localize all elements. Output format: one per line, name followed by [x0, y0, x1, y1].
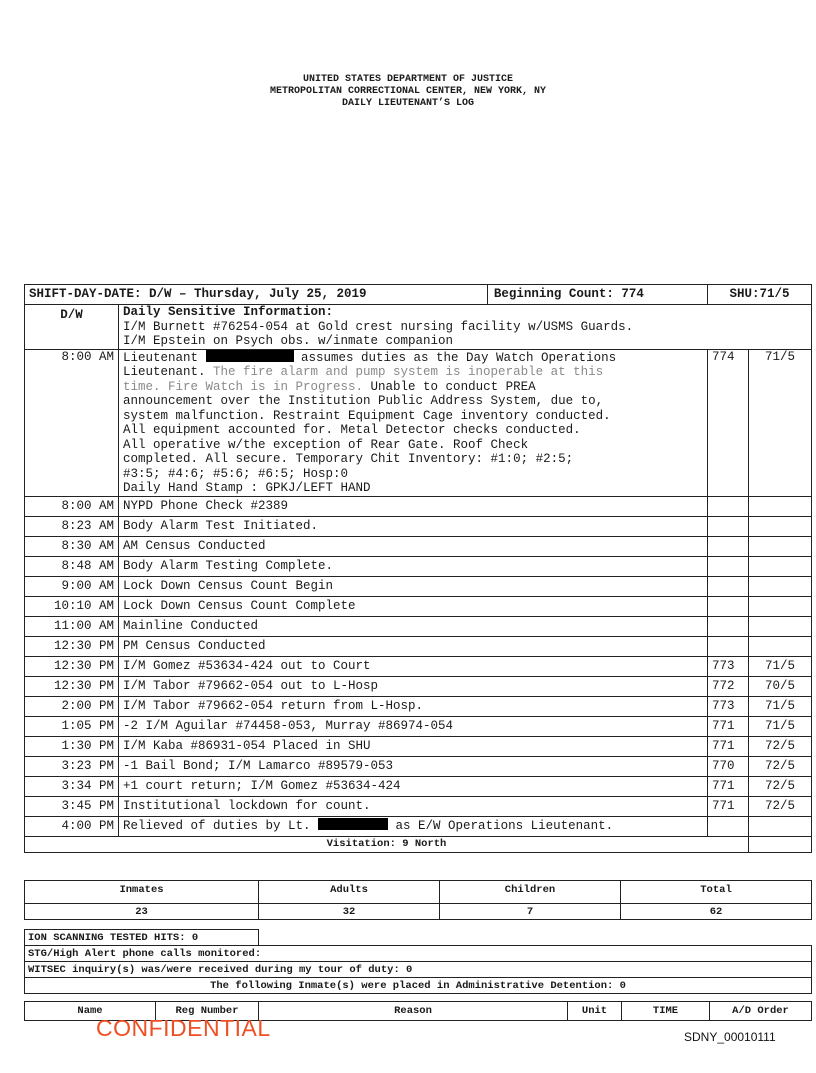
sensitive-line: I/M Epstein on Psych obs. w/inmate companion	[123, 334, 454, 348]
entry-count: 771	[708, 736, 749, 756]
entry-shu: 71/5	[749, 716, 812, 736]
entry-count	[708, 816, 749, 836]
entry-shu	[749, 496, 812, 516]
visitation-value: 62	[621, 904, 812, 920]
entry-text: -2 I/M Aguilar #74458-053, Murray #86974-054	[119, 716, 708, 736]
entry-time: 10:10 AM	[25, 596, 119, 616]
entry-shu	[749, 556, 812, 576]
log-entry-row	[25, 776, 812, 796]
entry-line: announcement over the Institution Public Address System, due to,	[123, 394, 604, 408]
visitation-title: Visitation: 9 North	[25, 836, 749, 852]
header-agency: UNITED STATES DEPARTMENT OF JUSTICE	[302, 74, 514, 85]
visitation-table	[24, 880, 812, 920]
confidential-stamp: CONFIDENTIAL	[96, 1015, 271, 1041]
entry-count	[708, 556, 749, 576]
visitation-header: Total	[621, 881, 812, 900]
detention-col-header: TIME	[622, 1002, 710, 1021]
entry-time: 2:00 PM	[25, 696, 119, 716]
entry-time: 3:23 PM	[25, 756, 119, 776]
entry-shu: 72/5	[749, 776, 812, 796]
log-entry-row	[25, 796, 812, 816]
entry-text: Mainline Conducted	[119, 616, 708, 636]
log-table	[24, 284, 812, 853]
visitation-value: 32	[259, 904, 440, 920]
detention-col-header: Reason	[259, 1002, 568, 1021]
log-entry-row	[25, 536, 812, 556]
entry-count: 773	[708, 696, 749, 716]
visitation-header: Adults	[259, 881, 440, 900]
entry-time: 8:00 AM	[25, 349, 119, 496]
log-entry-row	[25, 516, 812, 536]
entry-text: Institutional lockdown for count.	[119, 796, 708, 816]
text-segment: time. Fire Watch is in Progress.	[123, 379, 364, 394]
log-entry-row	[25, 576, 812, 596]
header-log-title: DAILY LIEUTENANT’S LOG	[341, 98, 475, 109]
entry-time: 3:45 PM	[25, 796, 119, 816]
shift-date: SHIFT-DAY-DATE: D/W – Thursday, July 25, 2019	[29, 287, 367, 302]
entry-count: 771	[708, 776, 749, 796]
visitation-value: 7	[440, 904, 621, 920]
entry-shu	[749, 536, 812, 556]
sensitive-line: I/M Burnett #76254-054 at Gold crest nursing facility w/USMS Guards.	[123, 319, 634, 334]
redaction-bar	[318, 818, 388, 830]
admin-detention: The following Inmate(s) were placed in Administrative Detention: 0	[25, 978, 812, 994]
entry-text: NYPD Phone Check #2389	[119, 496, 708, 516]
text-segment: assumes duties as the Day Watch Operations	[293, 350, 617, 365]
entry-text: PM Census Conducted	[119, 636, 708, 656]
entry-time: 1:05 PM	[25, 716, 119, 736]
entry-shu: 72/5	[749, 796, 812, 816]
entry-count: 772	[708, 676, 749, 696]
entry-line: #3:5; #4:6; #5:6; #6:5; Hosp:0	[123, 466, 349, 481]
entry-time: 3:34 PM	[25, 776, 119, 796]
stg-calls: STG/High Alert phone calls monitored:	[25, 946, 812, 962]
entry-shu: 71/5	[749, 696, 812, 716]
entry-shu	[749, 576, 812, 596]
entry-text: Body Alarm Testing Complete.	[119, 556, 708, 576]
entry-shu: 72/5	[749, 756, 812, 776]
entry-text: I/M Tabor #79662-054 return from L-Hosp.	[119, 696, 708, 716]
entry-line: completed. All secure. Temporary Chit Inventory: #1:0; #2:5;	[123, 452, 574, 466]
entry-count	[708, 616, 749, 636]
witsec-inquiry: WITSEC inquiry(s) was/were received during my tour of duty: 0	[25, 962, 812, 978]
entry-count	[708, 596, 749, 616]
entry-time: 12:30 PM	[25, 656, 119, 676]
sensitive-title: Daily Sensitive Information:	[123, 305, 334, 319]
shift-header-cell	[25, 285, 708, 305]
log-entry-row	[25, 616, 812, 636]
footer-table	[24, 929, 812, 994]
entry-time: 4:00 PM	[25, 816, 119, 836]
beginning-count: Beginning Count: 774	[487, 285, 707, 304]
redaction-bar	[206, 350, 294, 362]
detention-col-header: Reg Number	[156, 1002, 259, 1021]
log-entry-row	[25, 556, 812, 576]
entry-count: 770	[708, 756, 749, 776]
entry-count	[708, 536, 749, 556]
entry-shu: 71/5	[749, 349, 812, 496]
entry-shu	[749, 596, 812, 616]
log-entry-row	[25, 656, 812, 676]
log-entry-row	[25, 596, 812, 616]
entry-time: 1:30 PM	[25, 736, 119, 756]
entry-count: 774	[708, 349, 749, 496]
text-segment: Relieved of duties by Lt.	[123, 819, 319, 834]
sensitive-info	[119, 305, 812, 350]
entry-time: 12:30 PM	[25, 636, 119, 656]
entry-count	[708, 516, 749, 536]
text-segment: as E/W Operations Lieutenant.	[388, 819, 614, 834]
entry-time: 11:00 AM	[25, 616, 119, 636]
entry-count	[708, 636, 749, 656]
log-entry-row	[25, 736, 812, 756]
entry-time: 8:30 AM	[25, 536, 119, 556]
entry-text: AM Census Conducted	[119, 536, 708, 556]
entry-text	[119, 816, 708, 836]
text-segment: Lieutenant	[123, 350, 206, 365]
entry-shu	[749, 616, 812, 636]
entry-line: Daily Hand Stamp : GPKJ/LEFT HAND	[123, 481, 371, 495]
log-entry-row	[25, 716, 812, 736]
entry-count	[708, 496, 749, 516]
text-segment: Lieutenant.	[123, 365, 214, 379]
text-segment: Unable to conduct PREA	[363, 379, 536, 394]
entry-time: 9:00 AM	[25, 576, 119, 596]
log-entry-row	[25, 696, 812, 716]
entry-count	[708, 576, 749, 596]
entry-line: All equipment accounted for. Metal Detector checks conducted.	[123, 423, 581, 437]
entry-text: +1 court return; I/M Gomez #53634-424	[119, 776, 708, 796]
log-entry-row	[25, 756, 812, 776]
entry-text: Lock Down Census Count Complete	[119, 596, 708, 616]
log-entry-row	[25, 676, 812, 696]
entry-shu: 71/5	[749, 656, 812, 676]
entry-time: 12:30 PM	[25, 676, 119, 696]
ion-scanning: ION SCANNING TESTED HITS: 0	[25, 930, 259, 946]
log-entry-row	[25, 496, 812, 516]
entry-text: Lock Down Census Count Begin	[119, 576, 708, 596]
entry-count: 771	[708, 716, 749, 736]
shift-code: D/W	[25, 305, 119, 350]
entry-line: All operative w/the exception of Rear Gate. Roof Check	[123, 437, 529, 452]
log-entry-row	[25, 636, 812, 656]
header-facility: METROPOLITAN CORRECTIONAL CENTER, NEW YORK, NY	[269, 86, 547, 97]
detention-col-header: A/D Order	[710, 1002, 812, 1021]
text-segment: The fire alarm and pump system is inoperable at this	[213, 365, 604, 379]
entry-time: 8:23 AM	[25, 516, 119, 536]
entry-text: Body Alarm Test Initiated.	[119, 516, 708, 536]
entry-text: I/M Kaba #86931-054 Placed in SHU	[119, 736, 708, 756]
entry-text: -1 Bail Bond; I/M Lamarco #89579-053	[119, 756, 708, 776]
entry-shu	[749, 816, 812, 836]
entry-shu	[749, 516, 812, 536]
entry-shu: 72/5	[749, 736, 812, 756]
entry-text: I/M Gomez #53634-424 out to Court	[119, 656, 708, 676]
entry-text	[119, 349, 708, 496]
visitation-header: Inmates	[25, 881, 259, 900]
shu-count: SHU:71/5	[708, 285, 812, 305]
entry-shu	[749, 636, 812, 656]
entry-shu: 70/5	[749, 676, 812, 696]
detention-col-header: Name	[25, 1002, 156, 1021]
visitation-value: 23	[25, 904, 259, 920]
entries-body	[25, 496, 812, 816]
bates-number: SDNY_00010111	[684, 1030, 776, 1044]
entry-line: system malfunction. Restraint Equipment Cage inventory conducted.	[123, 408, 611, 423]
entry-count: 773	[708, 656, 749, 676]
visitation-spacer	[749, 836, 812, 852]
visitation-header: Children	[440, 881, 621, 900]
entry-time: 8:48 AM	[25, 556, 119, 576]
detention-col-header: Unit	[568, 1002, 622, 1021]
entry-count: 771	[708, 796, 749, 816]
entry-text: I/M Tabor #79662-054 out to L-Hosp	[119, 676, 708, 696]
entry-time: 8:00 AM	[25, 496, 119, 516]
